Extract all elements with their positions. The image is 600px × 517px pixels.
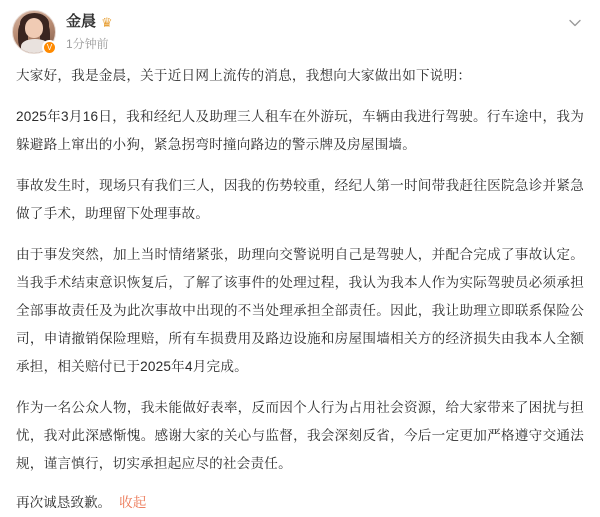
post-paragraph: 大家好，我是金晨，关于近日网上流传的消息，我想向大家做出如下说明：: [16, 68, 472, 83]
post-closing-text: 再次诚恳致歉。: [16, 495, 112, 510]
post-paragraph: 2025年3月16日，我和经纪人及助理三人租车在外游玩，车辆由我进行驾驶。行车途中，我为躲避路上窜出的小狗，紧急拐弯时撞向路边的警示牌及房屋围墙。: [16, 109, 584, 152]
post-paragraph: 事故发生时，现场只有我们三人，因我的伤势较重，经纪人第一时间带我赶往医院急诊并紧急做了手术，助理留下处理事故。: [16, 178, 584, 221]
author-info: [66, 10, 113, 52]
avatar[interactable]: [12, 10, 56, 54]
post-closing-row: [16, 489, 584, 517]
avatar-face: [25, 18, 43, 38]
crown-icon: ♛: [101, 14, 113, 30]
author-name[interactable]: 金晨: [66, 13, 97, 30]
verified-badge-icon: V: [42, 40, 57, 55]
post-timestamp: 1分钟前: [66, 37, 109, 51]
author-nameline: [66, 12, 113, 32]
collapse-text-link[interactable]: 收起: [119, 495, 147, 510]
post-content: [0, 58, 600, 517]
post-paragraph: 由于事发突然，加上当时情绪紧张，助理向交警说明自己是驾驶人，并配合完成了事故认定。当我手术结束意识恢复后，了解了该事件的处理过程，我认为我本人作为实际驾驶员必须承担全部事故责任及为此次事故中出现的不当处理承担全部责任。因此，我让助理立即联系保险公司，申请撤销保险理赔，所有车损费用及路边设施和房屋围墙相关方的经济损失由我本人全额承担，相关赔付已于2025年4月完成。: [16, 247, 584, 374]
chevron-down-icon[interactable]: [566, 14, 584, 32]
post-header: [0, 0, 600, 58]
post-paragraph: 作为一名公众人物，我未能做好表率，反而因个人行为占用社会资源，给大家带来了困扰与担忧，我对此深感惭愧。感谢大家的关心与监督，我会深刻反省，今后一定更加严格遵守交通法规，谨言慎行，切实承担起应尽的社会责任。: [16, 400, 584, 471]
